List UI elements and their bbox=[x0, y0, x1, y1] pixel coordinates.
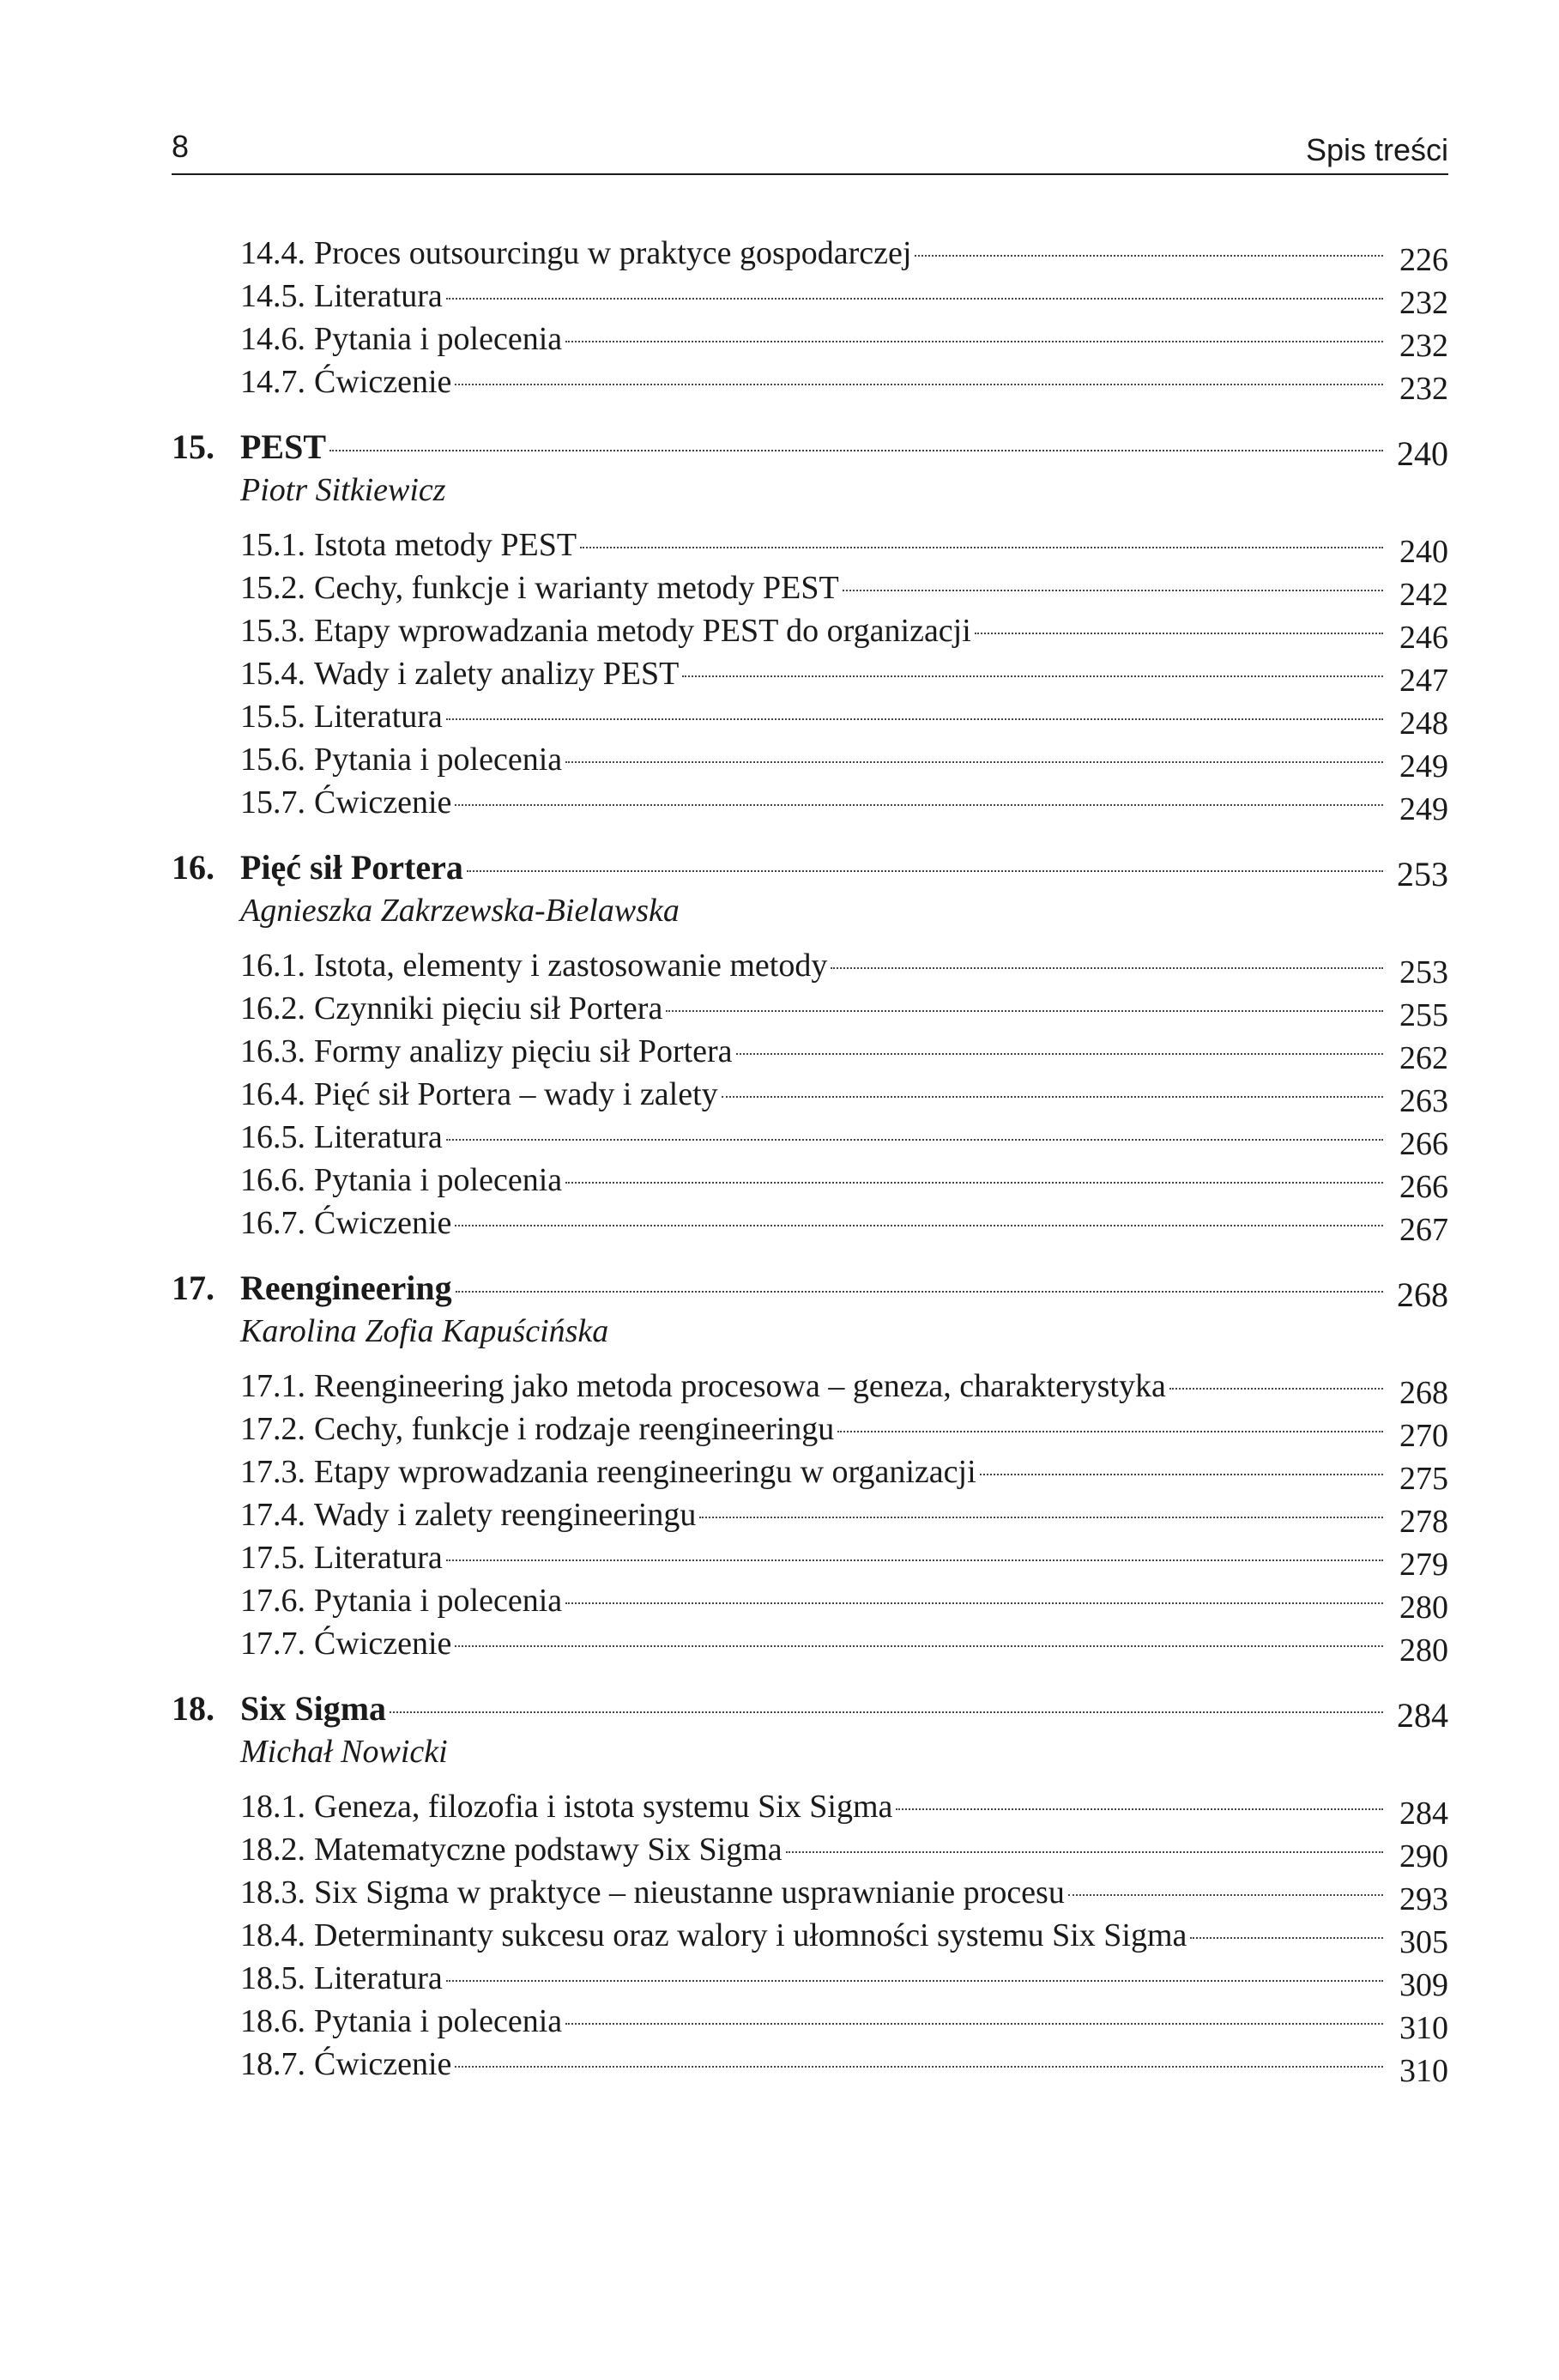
toc-entry-number: 18.4. bbox=[240, 1917, 305, 1953]
toc-entry-number: 16.3. bbox=[240, 1033, 305, 1069]
toc-entry-page: 248 bbox=[1399, 706, 1448, 742]
toc-entry-title: Pytania i polecenia bbox=[314, 1583, 563, 1619]
toc-entry-title: Ćwiczenie bbox=[314, 1626, 452, 1662]
toc-entry-page: 270 bbox=[1399, 1418, 1448, 1454]
dot-leader bbox=[722, 1096, 1383, 1098]
chapter-author: Piotr Sitkiewicz bbox=[240, 472, 446, 508]
dot-leader bbox=[786, 1851, 1383, 1853]
toc-entry-title: Ćwiczenie bbox=[314, 784, 452, 821]
toc-entry-title: Pięć sił Portera bbox=[240, 848, 463, 887]
toc-entry-number: 16.5. bbox=[240, 1119, 305, 1155]
toc-entry-page: 253 bbox=[1397, 855, 1448, 893]
toc-entry-page: 249 bbox=[1399, 748, 1448, 784]
toc-entry-number: 18.7. bbox=[240, 2046, 305, 2082]
dot-leader bbox=[1068, 1894, 1383, 1896]
toc-entry[interactable] bbox=[172, 1871, 1448, 1917]
toc-entry-page: 240 bbox=[1397, 434, 1448, 473]
toc-entry-number: 14.6. bbox=[240, 321, 305, 357]
toc-entry-number: 18.2. bbox=[240, 1832, 305, 1868]
toc-entry[interactable] bbox=[172, 1493, 1448, 1540]
toc-entry[interactable] bbox=[172, 1579, 1448, 1626]
toc-entry[interactable] bbox=[172, 1365, 1448, 1411]
toc-entry-title: Six Sigma w praktyce – nieustanne usprawnianie procesu bbox=[314, 1874, 1065, 1911]
toc-entry[interactable] bbox=[172, 1408, 1448, 1454]
toc-entry-page: 263 bbox=[1399, 1083, 1448, 1119]
toc-entry-title: Pytania i polecenia bbox=[314, 742, 563, 778]
dot-leader bbox=[565, 2023, 1383, 2025]
toc-entry-page: 284 bbox=[1397, 1696, 1448, 1735]
toc-entry[interactable] bbox=[172, 781, 1448, 827]
toc-entry[interactable] bbox=[172, 2043, 1448, 2089]
dot-leader bbox=[580, 547, 1383, 548]
toc-entry-number: 15.4. bbox=[240, 656, 305, 692]
toc-entry[interactable] bbox=[172, 695, 1448, 742]
toc-entry[interactable] bbox=[172, 1914, 1448, 1960]
toc-entry-number: 17.1. bbox=[240, 1368, 305, 1404]
toc-entry-page: 266 bbox=[1399, 1169, 1448, 1205]
toc-entry-title: Cechy, funkcje i warianty metody PEST bbox=[314, 570, 839, 606]
toc-entry-number: 15. bbox=[172, 427, 215, 466]
toc-entry-title: Wady i zalety analizy PEST bbox=[314, 656, 680, 692]
toc-entry-number: 18.1. bbox=[240, 1789, 305, 1825]
toc-entry-page: 240 bbox=[1399, 534, 1448, 570]
dot-leader bbox=[915, 255, 1383, 257]
toc-entry-number: 17.5. bbox=[240, 1540, 305, 1576]
toc-entry-number: 17. bbox=[172, 1269, 215, 1307]
toc-entry-page: 226 bbox=[1399, 242, 1448, 278]
toc-entry-number: 16.4. bbox=[240, 1076, 305, 1112]
dot-leader bbox=[446, 298, 1383, 300]
dot-leader bbox=[666, 1010, 1383, 1012]
toc-entry-number: 17.6. bbox=[240, 1583, 305, 1619]
toc-entry-title: Six Sigma bbox=[240, 1689, 387, 1728]
page-number: 8 bbox=[172, 129, 190, 164]
toc-entry-title: Pięć sił Portera – wady i zalety bbox=[314, 1076, 718, 1112]
toc-entry-title: Literatura bbox=[314, 699, 443, 735]
toc-entry[interactable] bbox=[172, 232, 1448, 278]
toc-entry-number: 16.1. bbox=[240, 948, 305, 984]
toc-entry[interactable] bbox=[172, 1536, 1448, 1583]
dot-leader bbox=[329, 450, 1383, 451]
toc-entry-number: 18.5. bbox=[240, 1960, 305, 1996]
toc-entry-page: 232 bbox=[1399, 328, 1448, 364]
toc-entry-title: Ćwiczenie bbox=[314, 1205, 452, 1241]
toc-entry-number: 17.7. bbox=[240, 1626, 305, 1662]
toc-entry-title: Wady i zalety reengineeringu bbox=[314, 1497, 697, 1533]
toc-entry-page: 242 bbox=[1399, 577, 1448, 613]
toc-entry[interactable] bbox=[172, 275, 1448, 321]
toc-entry[interactable] bbox=[172, 1785, 1448, 1832]
toc-entry-number: 14.5. bbox=[240, 278, 305, 314]
dot-leader bbox=[390, 1711, 1383, 1713]
toc-entry[interactable] bbox=[172, 944, 1448, 990]
toc-entry-page: 290 bbox=[1399, 1838, 1448, 1874]
dot-leader bbox=[1169, 1388, 1383, 1390]
dot-leader bbox=[456, 1291, 1383, 1293]
toc-entry-number: 15.6. bbox=[240, 742, 305, 778]
dot-leader bbox=[446, 1559, 1383, 1561]
table-of-contents bbox=[172, 232, 1448, 2089]
chapter-author: Karolina Zofia Kapuścińska bbox=[240, 1313, 609, 1349]
toc-entry-page: 280 bbox=[1399, 1590, 1448, 1626]
dot-leader bbox=[896, 1808, 1383, 1810]
toc-entry-page: 310 bbox=[1399, 2053, 1448, 2089]
chapter-author: Agnieszka Zakrzewska-Bielawska bbox=[240, 893, 680, 929]
toc-chapter-entry[interactable] bbox=[172, 1687, 1448, 1735]
toc-entry-page: 284 bbox=[1399, 1796, 1448, 1832]
toc-entry[interactable] bbox=[172, 318, 1448, 364]
toc-entry-page: 310 bbox=[1399, 2010, 1448, 2046]
toc-entry-number: 14.4. bbox=[240, 235, 305, 271]
dot-leader bbox=[1190, 1937, 1383, 1939]
toc-entry-title: Formy analizy pięciu sił Portera bbox=[314, 1033, 733, 1069]
toc-entry[interactable] bbox=[172, 1073, 1448, 1119]
toc-entry-page: 232 bbox=[1399, 285, 1448, 321]
dot-leader bbox=[980, 1474, 1383, 1475]
toc-entry-page: 280 bbox=[1399, 1632, 1448, 1668]
toc-entry-page: 246 bbox=[1399, 620, 1448, 656]
toc-entry[interactable] bbox=[172, 524, 1448, 570]
toc-entry-number: 18.3. bbox=[240, 1874, 305, 1911]
toc-entry[interactable] bbox=[172, 1957, 1448, 2003]
dot-leader bbox=[455, 1645, 1383, 1647]
toc-entry[interactable] bbox=[172, 1159, 1448, 1205]
dot-leader bbox=[565, 341, 1383, 342]
page-title: Spis treści bbox=[1305, 132, 1448, 167]
dot-leader bbox=[467, 870, 1383, 872]
dot-leader bbox=[455, 384, 1383, 385]
toc-entry-number: 16. bbox=[172, 848, 215, 887]
dot-leader bbox=[565, 1602, 1383, 1604]
toc-entry-title: Istota, elementy i zastosowanie metody bbox=[314, 948, 828, 984]
toc-entry-title: Pytania i polecenia bbox=[314, 321, 563, 357]
toc-entry-number: 18. bbox=[172, 1689, 215, 1728]
toc-entry-number: 14.7. bbox=[240, 364, 305, 400]
toc-entry-number: 17.3. bbox=[240, 1454, 305, 1490]
dot-leader bbox=[837, 1431, 1383, 1432]
toc-entry-page: 247 bbox=[1399, 663, 1448, 699]
toc-entry-title: Ćwiczenie bbox=[314, 2046, 452, 2082]
toc-entry-title: PEST bbox=[240, 427, 327, 466]
toc-entry-page: 305 bbox=[1399, 1924, 1448, 1960]
toc-entry-page: 262 bbox=[1399, 1040, 1448, 1076]
toc-entry-number: 15.5. bbox=[240, 699, 305, 735]
dot-leader bbox=[455, 1225, 1383, 1226]
toc-entry-title: Determinanty sukcesu oraz walory i ułomności systemu Six Sigma bbox=[314, 1917, 1187, 1953]
dot-leader bbox=[455, 804, 1383, 806]
toc-entry-number: 15.3. bbox=[240, 613, 305, 649]
chapter-author: Michał Nowicki bbox=[240, 1734, 448, 1770]
toc-entry-title: Proces outsourcingu w praktyce gospodarczej bbox=[314, 235, 912, 271]
dot-leader bbox=[446, 1139, 1383, 1141]
toc-entry-page: 255 bbox=[1399, 997, 1448, 1033]
toc-entry-title: Pytania i polecenia bbox=[314, 2003, 563, 2039]
toc-entry-title: Pytania i polecenia bbox=[314, 1162, 563, 1198]
toc-entry-number: 15.7. bbox=[240, 784, 305, 821]
toc-entry-title: Reengineering jako metoda procesowa – geneza, charakterystyka bbox=[314, 1368, 1166, 1404]
toc-entry[interactable] bbox=[172, 738, 1448, 784]
toc-entry-number: 16.6. bbox=[240, 1162, 305, 1198]
toc-entry-page: 268 bbox=[1399, 1375, 1448, 1411]
toc-entry[interactable] bbox=[172, 1828, 1448, 1874]
toc-entry[interactable] bbox=[172, 1450, 1448, 1497]
toc-entry-number: 16.2. bbox=[240, 990, 305, 1026]
dot-leader bbox=[831, 967, 1383, 969]
toc-entry-title: Literatura bbox=[314, 1960, 443, 1996]
toc-entry-title: Etapy wprowadzania metody PEST do organizacji bbox=[314, 613, 971, 649]
toc-entry-page: 293 bbox=[1399, 1881, 1448, 1917]
dot-leader bbox=[699, 1517, 1383, 1518]
toc-entry-title: Literatura bbox=[314, 278, 443, 314]
toc-entry-number: 18.6. bbox=[240, 2003, 305, 2039]
toc-entry-page: 249 bbox=[1399, 791, 1448, 827]
toc-entry-page: 278 bbox=[1399, 1504, 1448, 1540]
toc-entry-page: 279 bbox=[1399, 1547, 1448, 1583]
toc-entry-title: Etapy wprowadzania reengineeringu w organizacji bbox=[314, 1454, 976, 1490]
toc-entry-number: 17.2. bbox=[240, 1411, 305, 1447]
dot-leader bbox=[843, 590, 1383, 591]
dot-leader bbox=[682, 675, 1383, 677]
toc-entry-number: 16.7. bbox=[240, 1205, 305, 1241]
dot-leader bbox=[565, 1182, 1383, 1184]
toc-entry-page: 232 bbox=[1399, 371, 1448, 407]
toc-entry-title: Matematyczne podstawy Six Sigma bbox=[314, 1832, 783, 1868]
dot-leader bbox=[446, 1980, 1383, 1982]
toc-entry-title: Reengineering bbox=[240, 1269, 452, 1307]
toc-entry[interactable] bbox=[172, 360, 1448, 407]
toc-entry[interactable] bbox=[172, 987, 1448, 1033]
toc-entry-number: 17.4. bbox=[240, 1497, 305, 1533]
toc-entry-page: 267 bbox=[1399, 1212, 1448, 1248]
toc-entry-page: 309 bbox=[1399, 1967, 1448, 2003]
toc-entry-title: Literatura bbox=[314, 1540, 443, 1576]
toc-entry[interactable] bbox=[172, 566, 1448, 613]
toc-chapter-entry[interactable] bbox=[172, 1267, 1448, 1314]
toc-entry[interactable] bbox=[172, 1202, 1448, 1248]
dot-leader bbox=[565, 761, 1383, 763]
toc-chapter-entry[interactable] bbox=[172, 426, 1448, 473]
toc-entry-title: Czynniki pięciu sił Portera bbox=[314, 990, 663, 1026]
toc-entry[interactable] bbox=[172, 1116, 1448, 1162]
toc-entry-page: 268 bbox=[1397, 1275, 1448, 1314]
toc-entry-title: Geneza, filozofia i istota systemu Six Sigma bbox=[314, 1789, 893, 1825]
dot-leader bbox=[975, 633, 1383, 634]
toc-entry-title: Ćwiczenie bbox=[314, 364, 452, 400]
toc-entry[interactable] bbox=[172, 2000, 1448, 2046]
toc-entry[interactable] bbox=[172, 652, 1448, 699]
toc-entry[interactable] bbox=[172, 1030, 1448, 1076]
toc-entry[interactable] bbox=[172, 609, 1448, 656]
toc-entry-title: Istota metody PEST bbox=[314, 527, 577, 563]
dot-leader bbox=[455, 2066, 1383, 2068]
dot-leader bbox=[446, 718, 1383, 720]
toc-chapter-entry[interactable] bbox=[172, 846, 1448, 893]
toc-entry-page: 275 bbox=[1399, 1461, 1448, 1497]
toc-entry-page: 266 bbox=[1399, 1126, 1448, 1162]
toc-entry-title: Cechy, funkcje i rodzaje reengineeringu bbox=[314, 1411, 835, 1447]
dot-leader bbox=[736, 1053, 1383, 1055]
toc-entry-title: Literatura bbox=[314, 1119, 443, 1155]
toc-entry-number: 15.1. bbox=[240, 527, 305, 563]
toc-entry[interactable] bbox=[172, 1622, 1448, 1668]
page-header bbox=[172, 112, 1448, 175]
toc-entry-number: 15.2. bbox=[240, 570, 305, 606]
toc-entry-page: 253 bbox=[1399, 954, 1448, 990]
